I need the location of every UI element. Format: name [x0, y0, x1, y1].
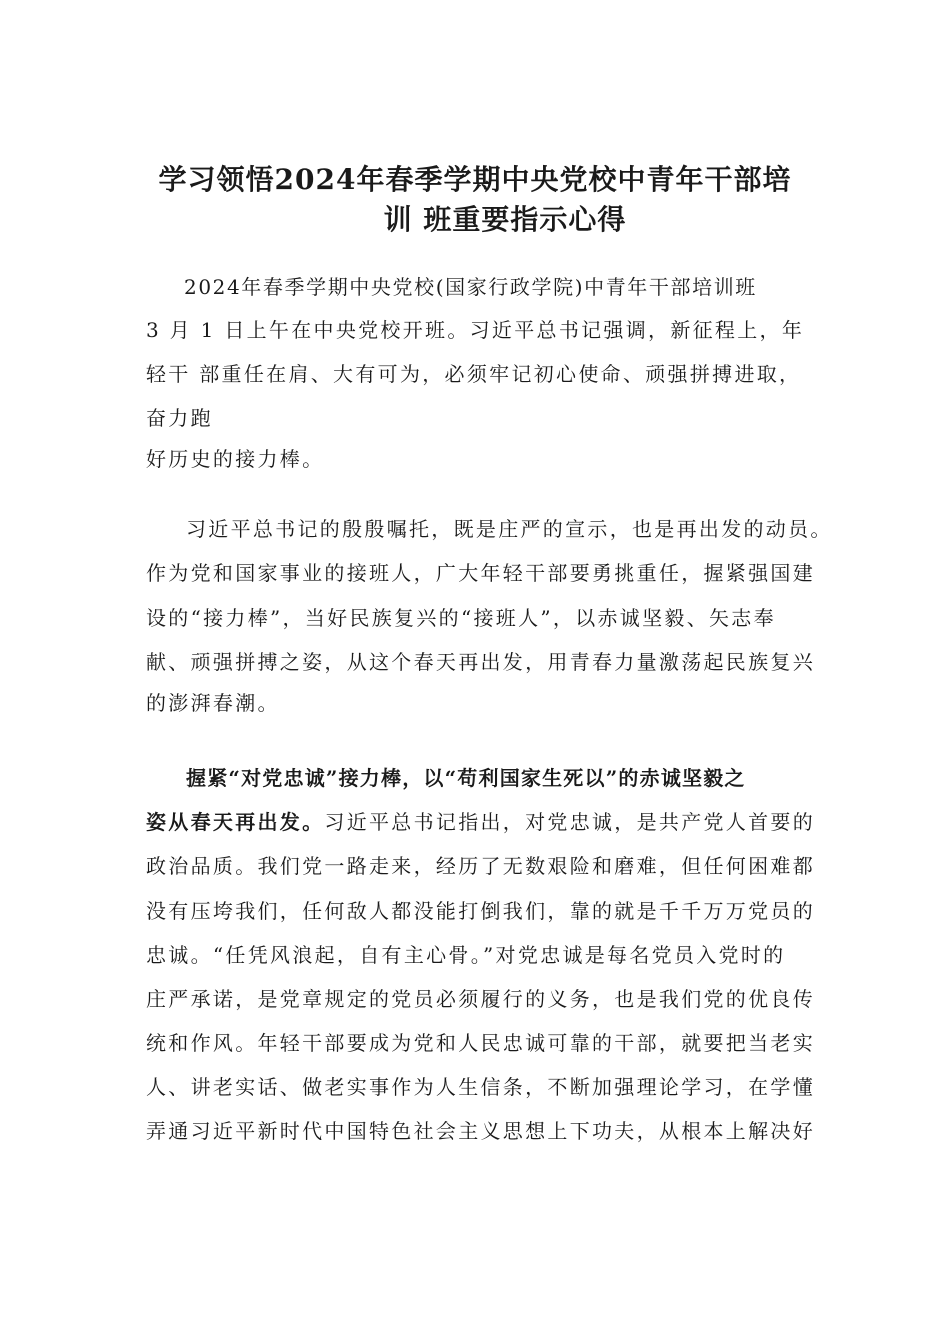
paragraph-2-line-2: 作为党和国家事业的接班人，广大年轻干部要勇挑重任，握紧强国建 [146, 561, 815, 585]
paragraph-3-line-5: 忠诚。“任凭风浪起，自有主心骨。”对党忠诚是每名党员入党时的 [146, 943, 786, 967]
document-title-line-2: 训 班重要指示心得 [383, 203, 627, 236]
paragraph-2-line-5: 的澎湃春潮。 [146, 691, 280, 715]
paragraph-3-heading-line-2: 姿从春天再出发。 [146, 810, 325, 834]
paragraph-1-line-5: 好历史的接力棒。 [146, 447, 325, 471]
paragraph-3-line-9: 弄通习近平新时代中国特色社会主义思想上下功夫，从根本上解决好 [146, 1119, 815, 1143]
paragraph-3-line-2 [146, 808, 815, 836]
paragraph-2-line-4: 献、顽强拼搏之姿，从这个春天再出发，用青春力量激荡起民族复兴 [146, 650, 815, 674]
paragraph-3-line-6: 庄严承诺，是党章规定的党员必须履行的义务，也是我们党的优良传 [146, 987, 815, 1011]
paragraph-2-line-1: 习近平总书记的殷殷嘱托，既是庄严的宣示，也是再出发的动员。 [186, 517, 833, 541]
paragraph-1-line-3: 轻干 部重任在肩、大有可为，必须牢记初心使命、顽强拼搏进取， [146, 362, 802, 386]
paragraph-1-line-1: 2024年春季学期中央党校(国家行政学院)中青年干部培训班 [184, 275, 757, 299]
paragraph-1-line-2: 3 月 1 日上午在中央党校开班。习近平总书记强调，新征程上，年 [146, 318, 805, 342]
paragraph-3-line-8: 人、讲老实话、做老实事作为人生信条，不断加强理论学习，在学懂 [146, 1075, 815, 1099]
paragraph-3-heading-line-1: 握紧“对党忠诚”接力棒，以“苟利国家生死以”的赤诚坚毅之 [186, 766, 746, 790]
paragraph-3-line-2-rest: 习近平总书记指出，对党忠诚，是共产党人首要的 [324, 810, 816, 834]
paragraph-1-line-4: 奋力跑 [146, 406, 213, 430]
paragraph-3-line-4: 没有压垮我们，任何敌人都没能打倒我们，靠的就是千千万万党员的 [146, 899, 815, 923]
paragraph-3-line-3: 政治品质。我们党一路走来，经历了无数艰险和磨难，但任何困难都 [146, 854, 815, 878]
document-title-line-1: 学习领悟2024年春季学期中央党校中青年干部培 [158, 163, 792, 196]
paragraph-3-line-7: 统和作风。年轻干部要成为党和人民忠诚可靠的干部，就要把当老实 [146, 1031, 815, 1055]
paragraph-2-line-3: 设的“接力棒”，当好民族复兴的“接班人”，以赤诚坚毅、矢志奉 [146, 606, 776, 630]
